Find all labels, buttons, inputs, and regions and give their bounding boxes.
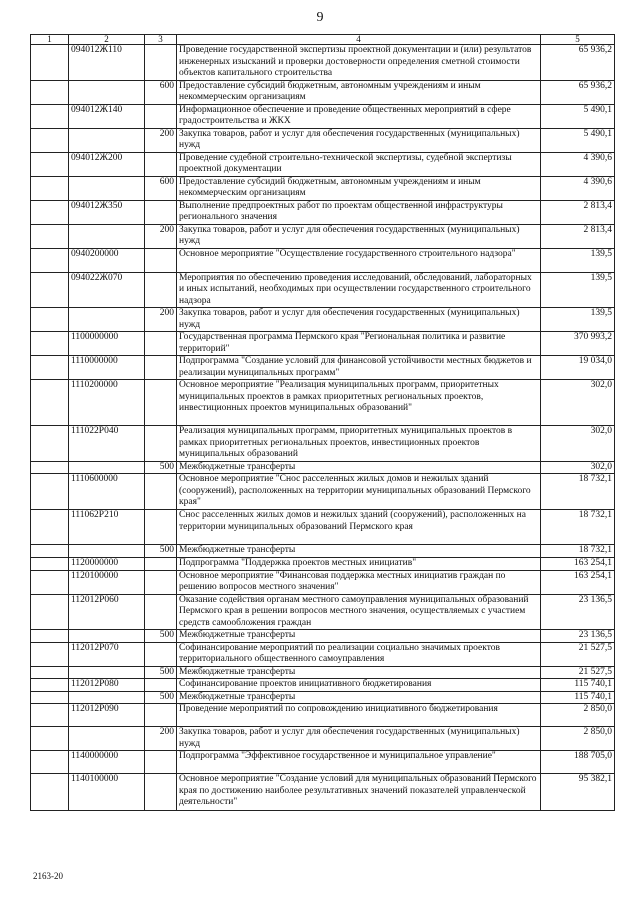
target-code-cell: 094012Ж350 <box>69 200 145 224</box>
description-cell: Предоставление субсидий бюджетным, автономным учреждениям и иным некоммерческим организациям <box>177 80 541 104</box>
table-row <box>31 176 615 200</box>
expense-type-cell <box>145 474 177 510</box>
expense-type-cell: 600 <box>145 80 177 104</box>
target-code-cell <box>69 666 145 679</box>
expense-type-cell: 500 <box>145 630 177 643</box>
amount-cell: 5 490,1 <box>541 128 615 152</box>
expense-type-cell <box>145 510 177 545</box>
description-cell: Информационное обеспечение и проведение общественных мероприятий в сфере градостроительства и ЖКХ <box>177 104 541 128</box>
amount-cell: 188 705,0 <box>541 751 615 774</box>
row-number-cell <box>31 474 69 510</box>
amount-cell: 5 490,1 <box>541 104 615 128</box>
target-code-cell <box>69 461 145 474</box>
table-row <box>31 774 615 811</box>
row-number-cell <box>31 176 69 200</box>
target-code-cell: 112012Р080 <box>69 679 145 692</box>
description-cell: Межбюджетные трансферты <box>177 545 541 558</box>
amount-cell: 163 254,1 <box>541 570 615 594</box>
description-cell: Проведение государственной экспертизы проектной документации и (или) результатов инженерных изысканий и проверки достоверности определения сметной стоимости объектов капитального строительства <box>177 45 541 81</box>
expense-type-cell <box>145 248 177 272</box>
row-number-cell <box>31 272 69 308</box>
row-number-cell <box>31 426 69 462</box>
target-code-cell: 1120100000 <box>69 570 145 594</box>
description-cell: Основное мероприятие "Финансовая поддержка местных инициатив граждан по решению вопросов местного значения" <box>177 570 541 594</box>
table-row <box>31 666 615 679</box>
description-cell: Софинансирование мероприятий по реализации социально значимых проектов территориального общественного самоуправления <box>177 642 541 666</box>
description-cell: Снос расселенных жилых домов и нежилых зданий (сооружений), расположенных на территории муниципальных образований Пермского края <box>177 510 541 545</box>
row-number-cell <box>31 356 69 380</box>
target-code-cell <box>69 691 145 704</box>
table-header <box>31 35 615 45</box>
description-cell: Предоставление субсидий бюджетным, автономным учреждениям и иным некоммерческим организациям <box>177 176 541 200</box>
table-row <box>31 248 615 272</box>
row-number-cell <box>31 461 69 474</box>
table-row <box>31 474 615 510</box>
row-number-cell <box>31 727 69 751</box>
row-number-cell <box>31 594 69 630</box>
description-cell: Выполнение предпроектных работ по проектам общественной инфраструктуры регионального значения <box>177 200 541 224</box>
table-row <box>31 45 615 81</box>
row-number-cell <box>31 308 69 332</box>
expense-type-cell <box>145 200 177 224</box>
target-code-cell: 112012Р070 <box>69 642 145 666</box>
expense-type-cell <box>145 380 177 426</box>
table-row <box>31 570 615 594</box>
target-code-cell <box>69 630 145 643</box>
amount-cell: 2 813,4 <box>541 200 615 224</box>
expense-type-cell: 200 <box>145 128 177 152</box>
target-code-cell: 111022Р040 <box>69 426 145 462</box>
table-row <box>31 594 615 630</box>
target-code-cell: 112012Р090 <box>69 704 145 727</box>
expense-type-cell <box>145 104 177 128</box>
table-row <box>31 545 615 558</box>
row-number-cell <box>31 224 69 248</box>
expense-type-cell <box>145 356 177 380</box>
amount-cell: 115 740,1 <box>541 691 615 704</box>
row-number-cell <box>31 642 69 666</box>
target-code-cell: 1100000000 <box>69 332 145 356</box>
description-cell: Межбюджетные трансферты <box>177 461 541 474</box>
target-code-cell: 1140000000 <box>69 751 145 774</box>
header-col-2: 2 <box>69 35 145 45</box>
description-cell: Реализация муниципальных программ, приоритетных муниципальных проектов в рамках приоритетных региональных проектов, инвестиционных проектов муниципальных образований <box>177 426 541 462</box>
amount-cell: 302,0 <box>541 380 615 426</box>
amount-cell: 18 732,1 <box>541 510 615 545</box>
description-cell: Закупка товаров, работ и услуг для обеспечения государственных (муниципальных) нужд <box>177 224 541 248</box>
amount-cell: 18 732,1 <box>541 474 615 510</box>
table-row <box>31 679 615 692</box>
amount-cell: 139,5 <box>541 248 615 272</box>
row-number-cell <box>31 80 69 104</box>
expense-type-cell <box>145 426 177 462</box>
table-row <box>31 224 615 248</box>
row-number-cell <box>31 380 69 426</box>
expense-type-cell <box>145 570 177 594</box>
amount-cell: 302,0 <box>541 426 615 462</box>
row-number-cell <box>31 200 69 224</box>
target-code-cell: 1140100000 <box>69 774 145 811</box>
description-cell: Закупка товаров, работ и услуг для обеспечения государственных (муниципальных) нужд <box>177 727 541 751</box>
table-row <box>31 356 615 380</box>
table-row <box>31 510 615 545</box>
page-number: 9 <box>316 10 324 25</box>
document-code: 2163-20 <box>33 871 63 881</box>
amount-cell: 370 993,2 <box>541 332 615 356</box>
table-row <box>31 152 615 176</box>
row-number-cell <box>31 558 69 571</box>
target-code-cell <box>69 80 145 104</box>
row-number-cell <box>31 666 69 679</box>
expense-type-cell: 500 <box>145 545 177 558</box>
description-cell: Государственная программа Пермского края "Региональная политика и развитие территорий" <box>177 332 541 356</box>
table-row <box>31 751 615 774</box>
target-code-cell: 111062Р210 <box>69 510 145 545</box>
table-row <box>31 558 615 571</box>
expense-type-cell <box>145 332 177 356</box>
target-code-cell: 1120000000 <box>69 558 145 571</box>
table-row <box>31 426 615 462</box>
target-code-cell <box>69 128 145 152</box>
row-number-cell <box>31 332 69 356</box>
amount-cell: 2 850,0 <box>541 704 615 727</box>
expense-type-cell <box>145 774 177 811</box>
row-number-cell <box>31 510 69 545</box>
table-row <box>31 308 615 332</box>
description-cell: Подпрограмма "Создание условий для финансовой устойчивости местных бюджетов и реализации муниципальных программ" <box>177 356 541 380</box>
table-body <box>31 45 615 811</box>
row-number-cell <box>31 104 69 128</box>
target-code-cell: 094012Ж200 <box>69 152 145 176</box>
description-cell: Софинансирование проектов инициативного бюджетирования <box>177 679 541 692</box>
amount-cell: 21 527,5 <box>541 642 615 666</box>
amount-cell: 302,0 <box>541 461 615 474</box>
description-cell: Подпрограмма "Эффективное государственное и муниципальное управление" <box>177 751 541 774</box>
budget-table <box>30 34 615 811</box>
table-row <box>31 461 615 474</box>
target-code-cell: 0940200000 <box>69 248 145 272</box>
expense-type-cell <box>145 704 177 727</box>
target-code-cell <box>69 176 145 200</box>
description-cell: Подпрограмма "Поддержка проектов местных инициатив" <box>177 558 541 571</box>
amount-cell: 4 390,6 <box>541 152 615 176</box>
table-row <box>31 642 615 666</box>
row-number-cell <box>31 704 69 727</box>
expense-type-cell: 200 <box>145 308 177 332</box>
amount-cell: 4 390,6 <box>541 176 615 200</box>
row-number-cell <box>31 774 69 811</box>
description-cell: Межбюджетные трансферты <box>177 691 541 704</box>
row-number-cell <box>31 45 69 81</box>
target-code-cell <box>69 224 145 248</box>
target-code-cell: 112012Р060 <box>69 594 145 630</box>
description-cell: Межбюджетные трансферты <box>177 630 541 643</box>
amount-cell: 21 527,5 <box>541 666 615 679</box>
amount-cell: 65 936,2 <box>541 45 615 81</box>
target-code-cell: 094022Ж070 <box>69 272 145 308</box>
header-col-3: 3 <box>145 35 177 45</box>
description-cell: Основное мероприятие "Реализация муниципальных программ, приоритетных муниципальных проектов в рамках приоритетных региональных проектов, инвестиционных проектов муниципальных образований" <box>177 380 541 426</box>
row-number-cell <box>31 691 69 704</box>
target-code-cell <box>69 545 145 558</box>
expense-type-cell <box>145 679 177 692</box>
table-row <box>31 272 615 308</box>
description-cell: Основное мероприятие "Осуществление государственного строительного надзора" <box>177 248 541 272</box>
description-cell: Мероприятия по обеспечению проведения исследований, обследований, лабораторных и иных испытаний, необходимых при осуществлении государственного строительного надзора <box>177 272 541 308</box>
target-code-cell <box>69 308 145 332</box>
expense-type-cell: 500 <box>145 461 177 474</box>
target-code-cell <box>69 727 145 751</box>
table-row <box>31 128 615 152</box>
expense-type-cell <box>145 272 177 308</box>
description-cell: Закупка товаров, работ и услуг для обеспечения государственных (муниципальных) нужд <box>177 128 541 152</box>
amount-cell: 139,5 <box>541 272 615 308</box>
table-row <box>31 727 615 751</box>
amount-cell: 163 254,1 <box>541 558 615 571</box>
amount-cell: 2 813,4 <box>541 224 615 248</box>
header-row <box>31 35 615 45</box>
row-number-cell <box>31 152 69 176</box>
expense-type-cell <box>145 751 177 774</box>
expense-type-cell <box>145 594 177 630</box>
table-row <box>31 332 615 356</box>
expense-type-cell: 600 <box>145 176 177 200</box>
amount-cell: 95 382,1 <box>541 774 615 811</box>
header-col-4: 4 <box>177 35 541 45</box>
expense-type-cell <box>145 558 177 571</box>
row-number-cell <box>31 128 69 152</box>
amount-cell: 18 732,1 <box>541 545 615 558</box>
header-col-5: 5 <box>541 35 615 45</box>
description-cell: Проведение мероприятий по сопровождению инициативного бюджетирования <box>177 704 541 727</box>
amount-cell: 19 034,0 <box>541 356 615 380</box>
expense-type-cell: 200 <box>145 224 177 248</box>
description-cell: Проведение судебной строительно-технической экспертизы, судебной экспертизы проектной документации <box>177 152 541 176</box>
target-code-cell: 1110600000 <box>69 474 145 510</box>
table-row <box>31 630 615 643</box>
header-col-1: 1 <box>31 35 69 45</box>
description-cell: Основное мероприятие "Снос расселенных жилых домов и нежилых зданий (сооружений), расположенных на территории муниципальных образований Пермского края" <box>177 474 541 510</box>
amount-cell: 115 740,1 <box>541 679 615 692</box>
expense-type-cell: 500 <box>145 666 177 679</box>
target-code-cell: 1110000000 <box>69 356 145 380</box>
description-cell: Оказание содействия органам местного самоуправления муниципальных образований Пермского края в решении вопросов местного значения, осуществляемых с участием средств самообложения граждан <box>177 594 541 630</box>
table-row <box>31 380 615 426</box>
row-number-cell <box>31 248 69 272</box>
row-number-cell <box>31 630 69 643</box>
table-row <box>31 200 615 224</box>
target-code-cell: 1110200000 <box>69 380 145 426</box>
expense-type-cell <box>145 45 177 81</box>
table-row <box>31 80 615 104</box>
description-cell: Основное мероприятие "Создание условий для муниципальных образований Пермского края по достижению наиболее результативных значений показателей управленческой деятельности" <box>177 774 541 811</box>
amount-cell: 23 136,5 <box>541 594 615 630</box>
expense-type-cell <box>145 642 177 666</box>
description-cell: Закупка товаров, работ и услуг для обеспечения государственных (муниципальных) нужд <box>177 308 541 332</box>
row-number-cell <box>31 679 69 692</box>
amount-cell: 139,5 <box>541 308 615 332</box>
target-code-cell: 094012Ж110 <box>69 45 145 81</box>
table-row <box>31 691 615 704</box>
row-number-cell <box>31 751 69 774</box>
amount-cell: 2 850,0 <box>541 727 615 751</box>
row-number-cell <box>31 570 69 594</box>
description-cell: Межбюджетные трансферты <box>177 666 541 679</box>
expense-type-cell: 500 <box>145 691 177 704</box>
amount-cell: 65 936,2 <box>541 80 615 104</box>
table-row <box>31 704 615 727</box>
row-number-cell <box>31 545 69 558</box>
amount-cell: 23 136,5 <box>541 630 615 643</box>
target-code-cell: 094012Ж140 <box>69 104 145 128</box>
expense-type-cell: 200 <box>145 727 177 751</box>
expense-type-cell <box>145 152 177 176</box>
table-row <box>31 104 615 128</box>
